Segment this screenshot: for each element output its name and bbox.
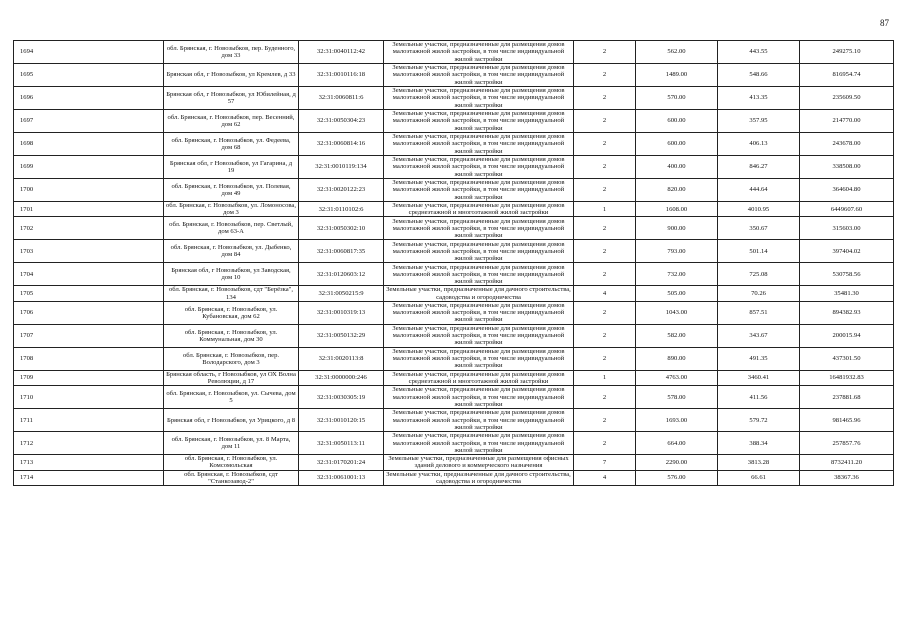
group-cell: 4: [574, 470, 636, 485]
specific-value-cell: 66.61: [718, 470, 800, 485]
row-number-cell: 1713: [14, 455, 164, 470]
area-cell: 900.00: [636, 217, 718, 240]
group-cell: 2: [574, 432, 636, 455]
specific-value-cell: 357.95: [718, 110, 800, 133]
cadastral-number-cell: 32:31:0050132:29: [299, 324, 384, 347]
land-use-cell: Земельные участки, предназначенные для размещения домов малоэтажной жилой застройки, в том числе индивидуальной жилой застройки: [384, 432, 574, 455]
land-use-cell: Земельные участки, предназначенные для размещения домов малоэтажной жилой застройки, в том числе индивидуальной жилой застройки: [384, 41, 574, 64]
group-cell: 2: [574, 64, 636, 87]
row-number-cell: 1702: [14, 217, 164, 240]
table-row: [14, 286, 894, 301]
land-use-cell: Земельные участки, предназначенные для размещения домов малоэтажной жилой застройки, в том числе индивидуальной жилой застройки: [384, 110, 574, 133]
land-use-cell: Земельные участки, предназначенные для размещения домов малоэтажной жилой застройки, в том числе индивидуальной жилой застройки: [384, 301, 574, 324]
table-row: [14, 217, 894, 240]
land-use-cell: Земельные участки, предназначенные для размещения домов малоэтажной жилой застройки, в том числе индивидуальной жилой застройки: [384, 263, 574, 286]
area-cell: 505.00: [636, 286, 718, 301]
specific-value-cell: 857.51: [718, 301, 800, 324]
address-cell: обл. Брянская, г. Новозыбков, ул. Дыбенко, дом 84: [164, 240, 299, 263]
cadastral-value-cell: 338508.00: [800, 156, 894, 179]
cadastral-value-cell: 237881.68: [800, 386, 894, 409]
land-use-cell: Земельные участки, предназначенные для размещения домов малоэтажной жилой застройки, в том числе индивидуальной жилой застройки: [384, 217, 574, 240]
page-number: 87: [880, 18, 889, 28]
specific-value-cell: 388.34: [718, 432, 800, 455]
cadastral-value-cell: 315603.00: [800, 217, 894, 240]
group-cell: 7: [574, 455, 636, 470]
group-cell: 2: [574, 386, 636, 409]
area-cell: 1489.00: [636, 64, 718, 87]
cadastral-value-cell: 249275.10: [800, 41, 894, 64]
group-cell: 4: [574, 286, 636, 301]
row-number-cell: 1694: [14, 41, 164, 64]
specific-value-cell: 501.14: [718, 240, 800, 263]
cadastral-number-cell: 32:31:0050304:23: [299, 110, 384, 133]
row-number-cell: 1707: [14, 324, 164, 347]
area-cell: 578.00: [636, 386, 718, 409]
table-row: [14, 41, 894, 64]
area-cell: 1693.00: [636, 409, 718, 432]
cadastral-value-cell: 894382.93: [800, 301, 894, 324]
group-cell: 2: [574, 409, 636, 432]
table-row: [14, 409, 894, 432]
row-number-cell: 1695: [14, 64, 164, 87]
cadastral-number-cell: 32:31:0170201:24: [299, 455, 384, 470]
cadastral-number-cell: 32:31:0020122:23: [299, 179, 384, 202]
cadastral-number-cell: 32:31:0020113:8: [299, 347, 384, 370]
specific-value-cell: 413.35: [718, 87, 800, 110]
cadastral-value-cell: 364604.80: [800, 179, 894, 202]
area-cell: 562.00: [636, 41, 718, 64]
group-cell: 1: [574, 370, 636, 385]
group-cell: 2: [574, 347, 636, 370]
land-use-cell: Земельные участки, предназначенные для дачного строительства, садоводства и огородничества: [384, 470, 574, 485]
table-row: [14, 470, 894, 485]
group-cell: 2: [574, 179, 636, 202]
specific-value-cell: 579.72: [718, 409, 800, 432]
table-row: [14, 240, 894, 263]
specific-value-cell: 548.66: [718, 64, 800, 87]
cadastral-number-cell: 32:31:0110102:6: [299, 202, 384, 217]
row-number-cell: 1709: [14, 370, 164, 385]
row-number-cell: 1706: [14, 301, 164, 324]
group-cell: 2: [574, 240, 636, 263]
row-number-cell: 1711: [14, 409, 164, 432]
specific-value-cell: 411.56: [718, 386, 800, 409]
land-use-cell: Земельные участки, предназначенные для размещения домов среднеэтажной и многоэтажной жилой застройки: [384, 202, 574, 217]
group-cell: 2: [574, 301, 636, 324]
land-use-cell: Земельные участки, предназначенные для размещения домов малоэтажной жилой застройки, в том числе индивидуальной жилой застройки: [384, 179, 574, 202]
area-cell: 582.00: [636, 324, 718, 347]
table-row: [14, 179, 894, 202]
address-cell: Брянская обл, г Новозыбков, ул Урицкого, д 8: [164, 409, 299, 432]
row-number-cell: 1705: [14, 286, 164, 301]
land-use-cell: Земельные участки, предназначенные для размещения домов малоэтажной жилой застройки, в том числе индивидуальной жилой застройки: [384, 324, 574, 347]
cadastral-number-cell: 32:31:0010119:134: [299, 156, 384, 179]
land-registry-table: [13, 40, 894, 486]
specific-value-cell: 3813.28: [718, 455, 800, 470]
address-cell: обл. Брянская, г. Новозыбков, ул. Ломоносова, дом 3: [164, 202, 299, 217]
row-number-cell: 1701: [14, 202, 164, 217]
table-row: [14, 455, 894, 470]
table-row: [14, 87, 894, 110]
area-cell: 600.00: [636, 133, 718, 156]
cadastral-value-cell: 530758.56: [800, 263, 894, 286]
area-cell: 576.00: [636, 470, 718, 485]
row-number-cell: 1698: [14, 133, 164, 156]
specific-value-cell: 70.26: [718, 286, 800, 301]
cadastral-number-cell: 32:31:0050302:10: [299, 217, 384, 240]
address-cell: обл. Брянская, г. Новозыбков, ул. Полевая, дом 49: [164, 179, 299, 202]
row-number-cell: 1696: [14, 87, 164, 110]
land-use-cell: Земельные участки, предназначенные для размещения домов малоэтажной жилой застройки, в том числе индивидуальной жилой застройки: [384, 409, 574, 432]
land-use-cell: Земельные участки, предназначенные для размещения офисных зданий делового и коммерческого назначения: [384, 455, 574, 470]
table-row: [14, 301, 894, 324]
land-use-cell: Земельные участки, предназначенные для размещения домов малоэтажной жилой застройки, в том числе индивидуальной жилой застройки: [384, 386, 574, 409]
area-cell: 400.00: [636, 156, 718, 179]
cadastral-value-cell: 6449607.60: [800, 202, 894, 217]
group-cell: 2: [574, 110, 636, 133]
cadastral-number-cell: 32:31:0010319:13: [299, 301, 384, 324]
cadastral-value-cell: 16481932.83: [800, 370, 894, 385]
address-cell: обл. Брянская, г. Новозыбков, сдт "Берёзка", 134: [164, 286, 299, 301]
group-cell: 2: [574, 156, 636, 179]
address-cell: обл. Брянская, г. Новозыбков, пер. Светлый, дом 63-А: [164, 217, 299, 240]
cadastral-value-cell: 243678.00: [800, 133, 894, 156]
land-use-cell: Земельные участки, предназначенные для размещения домов малоэтажной жилой застройки, в том числе индивидуальной жилой застройки: [384, 87, 574, 110]
row-number-cell: 1708: [14, 347, 164, 370]
area-cell: 1043.00: [636, 301, 718, 324]
land-use-cell: Земельные участки, предназначенные для дачного строительства, садоводства и огородничества: [384, 286, 574, 301]
cadastral-number-cell: 32:31:0040112:42: [299, 41, 384, 64]
cadastral-value-cell: 816954.74: [800, 64, 894, 87]
specific-value-cell: 725.08: [718, 263, 800, 286]
group-cell: 2: [574, 217, 636, 240]
table-row: [14, 432, 894, 455]
cadastral-number-cell: 32:31:0010120:15: [299, 409, 384, 432]
cadastral-number-cell: 32:31:0030305:19: [299, 386, 384, 409]
table-row: [14, 324, 894, 347]
cadastral-value-cell: 235609.50: [800, 87, 894, 110]
table-row: [14, 110, 894, 133]
table-row: [14, 347, 894, 370]
land-use-cell: Земельные участки, предназначенные для размещения домов малоэтажной жилой застройки, в том числе индивидуальной жилой застройки: [384, 156, 574, 179]
cadastral-value-cell: 35481.30: [800, 286, 894, 301]
cadastral-value-cell: 397404.02: [800, 240, 894, 263]
address-cell: обл. Брянская, г. Новозыбков, ул. Кубановская, дом 62: [164, 301, 299, 324]
group-cell: 2: [574, 324, 636, 347]
row-number-cell: 1699: [14, 156, 164, 179]
table-row: [14, 386, 894, 409]
specific-value-cell: 350.67: [718, 217, 800, 240]
area-cell: 732.00: [636, 263, 718, 286]
specific-value-cell: 491.35: [718, 347, 800, 370]
cadastral-number-cell: 32:31:0000000:246: [299, 370, 384, 385]
row-number-cell: 1697: [14, 110, 164, 133]
row-number-cell: 1714: [14, 470, 164, 485]
land-use-cell: Земельные участки, предназначенные для размещения домов малоэтажной жилой застройки, в том числе индивидуальной жилой застройки: [384, 133, 574, 156]
specific-value-cell: 846.27: [718, 156, 800, 179]
group-cell: 1: [574, 202, 636, 217]
cadastral-value-cell: 200015.94: [800, 324, 894, 347]
address-cell: обл. Брянская, г. Новозыбков, сдт "Станкозавод-2": [164, 470, 299, 485]
address-cell: обл. Брянская, г. Новозыбков, пер. Буденного, дом 33: [164, 41, 299, 64]
specific-value-cell: 406.13: [718, 133, 800, 156]
cadastral-value-cell: 981465.96: [800, 409, 894, 432]
cadastral-number-cell: 32:31:0061001:13: [299, 470, 384, 485]
specific-value-cell: 3460.41: [718, 370, 800, 385]
cadastral-number-cell: 32:31:0060814:16: [299, 133, 384, 156]
area-cell: 820.00: [636, 179, 718, 202]
table-row: [14, 133, 894, 156]
group-cell: 2: [574, 87, 636, 110]
address-cell: обл. Брянская, г. Новозыбков, ул. Федеева, дом 68: [164, 133, 299, 156]
area-cell: 664.00: [636, 432, 718, 455]
address-cell: обл. Брянская, г. Новозыбков, пер. Весенний, дом 62: [164, 110, 299, 133]
row-number-cell: 1703: [14, 240, 164, 263]
table-row: [14, 64, 894, 87]
address-cell: обл. Брянская, г. Новозыбков, ул. Коммунальная, дом 30: [164, 324, 299, 347]
address-cell: Брянская обл, г Новозыбков, ул Юбилейная, д 57: [164, 87, 299, 110]
land-use-cell: Земельные участки, предназначенные для размещения домов малоэтажной жилой застройки, в том числе индивидуальной жилой застройки: [384, 240, 574, 263]
address-cell: обл. Брянская, г. Новозыбков, пер. Володарского, дом 3: [164, 347, 299, 370]
row-number-cell: 1700: [14, 179, 164, 202]
address-cell: Брянская обл, г Новозыбков, ул Кремлев, д 33: [164, 64, 299, 87]
area-cell: 793.00: [636, 240, 718, 263]
cadastral-number-cell: 32:31:0050113:11: [299, 432, 384, 455]
row-number-cell: 1712: [14, 432, 164, 455]
group-cell: 2: [574, 133, 636, 156]
address-cell: обл. Брянская, г. Новозыбков, ул. Сычева, дом 5: [164, 386, 299, 409]
area-cell: 1608.00: [636, 202, 718, 217]
cadastral-number-cell: 32:31:0060817:35: [299, 240, 384, 263]
land-use-cell: Земельные участки, предназначенные для размещения домов малоэтажной жилой застройки, в том числе индивидуальной жилой застройки: [384, 347, 574, 370]
cadastral-number-cell: 32:31:0050215:9: [299, 286, 384, 301]
land-use-cell: Земельные участки, предназначенные для размещения домов среднеэтажной и многоэтажной жилой застройки: [384, 370, 574, 385]
area-cell: 600.00: [636, 110, 718, 133]
area-cell: 4763.00: [636, 370, 718, 385]
table-row: [14, 156, 894, 179]
cadastral-number-cell: 32:31:0120603:12: [299, 263, 384, 286]
address-cell: Брянская область, г Новозыбков, ул ОХ Волна Революции, д 17: [164, 370, 299, 385]
table-row: [14, 263, 894, 286]
address-cell: обл. Брянская, г. Новозыбков, ул. 8 Марта, дом 11: [164, 432, 299, 455]
address-cell: Брянская обл, г Новозыбков, ул Заводская, дом 10: [164, 263, 299, 286]
cadastral-value-cell: 8732411.20: [800, 455, 894, 470]
specific-value-cell: 4010.95: [718, 202, 800, 217]
area-cell: 570.00: [636, 87, 718, 110]
cadastral-value-cell: 257857.76: [800, 432, 894, 455]
cadastral-value-cell: 214770.00: [800, 110, 894, 133]
area-cell: 890.00: [636, 347, 718, 370]
address-cell: обл. Брянская, г. Новозыбков, ул. Комсомольская: [164, 455, 299, 470]
cadastral-value-cell: 437301.50: [800, 347, 894, 370]
group-cell: 2: [574, 41, 636, 64]
table-row: [14, 370, 894, 385]
address-cell: Брянская обл, г Новозыбков, ул Гагарина, д 19: [164, 156, 299, 179]
group-cell: 2: [574, 263, 636, 286]
table-row: [14, 202, 894, 217]
cadastral-number-cell: 32:31:0060811:6: [299, 87, 384, 110]
table-body: [14, 41, 894, 486]
specific-value-cell: 343.67: [718, 324, 800, 347]
cadastral-number-cell: 32:31:0010116:18: [299, 64, 384, 87]
row-number-cell: 1704: [14, 263, 164, 286]
land-use-cell: Земельные участки, предназначенные для размещения домов малоэтажной жилой застройки, в том числе индивидуальной жилой застройки: [384, 64, 574, 87]
specific-value-cell: 444.64: [718, 179, 800, 202]
specific-value-cell: 443.55: [718, 41, 800, 64]
area-cell: 2290.00: [636, 455, 718, 470]
row-number-cell: 1710: [14, 386, 164, 409]
cadastral-value-cell: 38367.36: [800, 470, 894, 485]
